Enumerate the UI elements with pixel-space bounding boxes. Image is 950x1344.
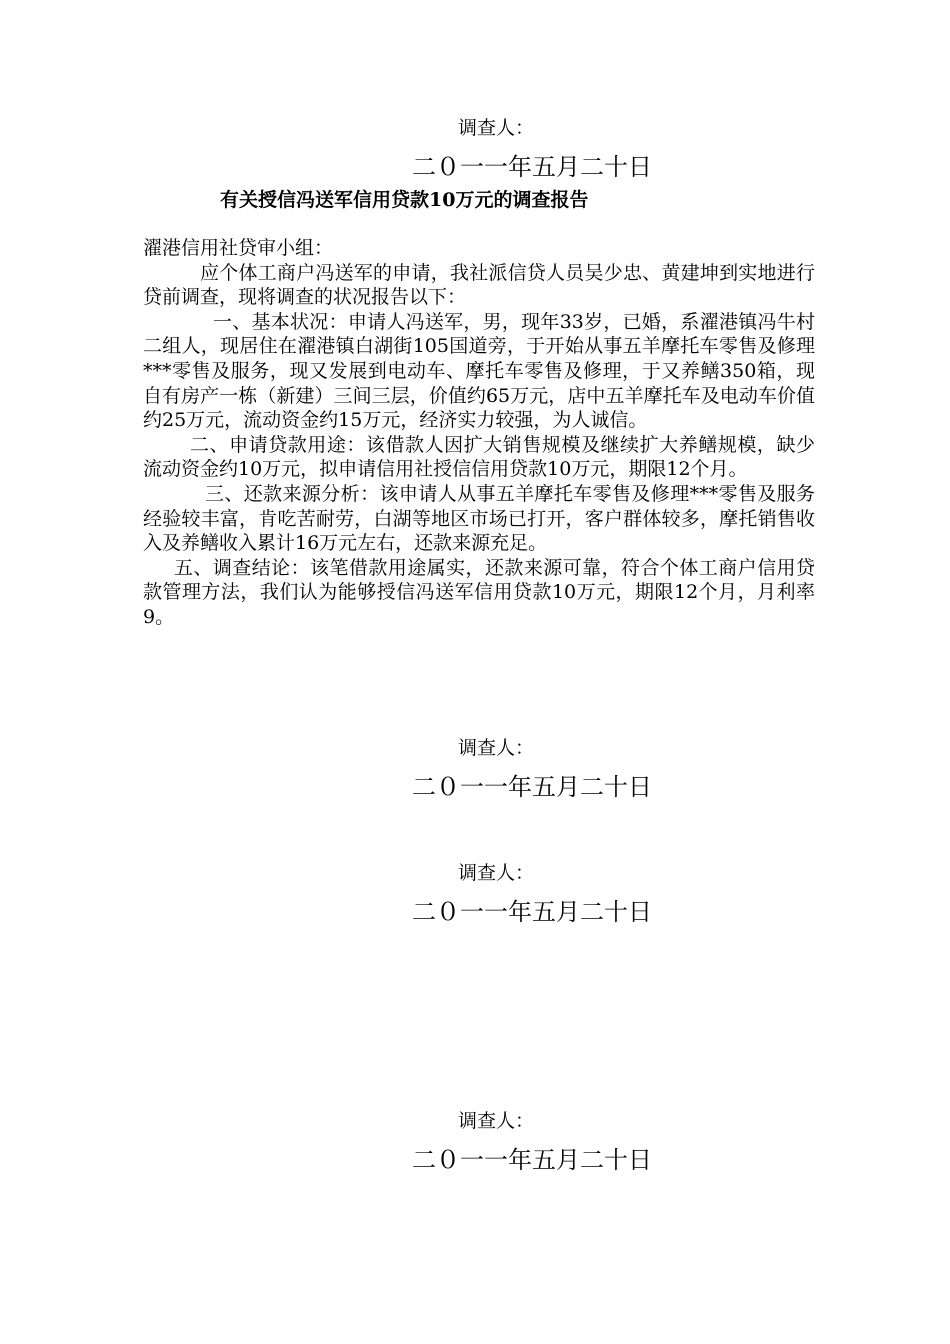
paragraph-repayment-source: 三、还款来源分析：该申请人从事五羊摩托车零售及修理***零售及服务经验较丰富，肯吃苦耐劳，白湖等地区市场已打开，客户群体较多，摩托销售收入及养鳝收入累计16万元左右，还款来源充足。 <box>143 482 815 555</box>
paragraph-loan-purpose: 二、申请贷款用途：该借款人因扩大销售规模及继续扩大养鳝规模，缺少流动资金约10万元，拟申请信用社授信信用贷款10万元，期限12个月。 <box>143 433 815 481</box>
signature-date: 二０一一年五月二十日 <box>412 153 652 181</box>
paragraph-basic-status: 一、基本状况：申请人冯送军，男，现年33岁，已婚，系濯港镇冯牛村二组人，现居住在濯港镇白湖街105国道旁，于开始从事五羊摩托车零售及修理***零售及服务，现又发展到电动车、摩托车零售及修理，于又养鳝350箱，现自有房产一栋（新建）三间三层，价值约65万元，店中五羊摩托车及电动车价值约25万元，流动资金约15万元，经济实力较强，为人诚信。 <box>143 310 815 432</box>
signature-date: 二０一一年五月二十日 <box>412 773 652 801</box>
investigator-label: 调查人： <box>458 862 535 884</box>
investigator-label: 调查人： <box>458 117 535 139</box>
report-body <box>143 236 815 630</box>
paragraph-intro: 应个体工商户冯送军的申请，我社派信贷人员吴少忠、黄建坤到实地进行贷前调查，现将调查的状况报告以下： <box>143 261 815 309</box>
report-title: 有关授信冯送军信用贷款10万元的调查报告 <box>220 189 589 211</box>
salutation: 濯港信用社贷审小组： <box>143 237 334 259</box>
signature-date: 二０一一年五月二十日 <box>412 898 652 926</box>
investigator-label: 调查人： <box>458 1110 535 1132</box>
signature-date: 二０一一年五月二十日 <box>412 1146 652 1174</box>
paragraph-conclusion: 五、调查结论：该笔借款用途属实，还款来源可靠，符合个体工商户信用贷款管理方法，我们认为能够授信冯送军信用贷款10万元，期限12个月，月利率9。 <box>143 556 815 628</box>
investigator-label: 调查人： <box>458 737 535 759</box>
